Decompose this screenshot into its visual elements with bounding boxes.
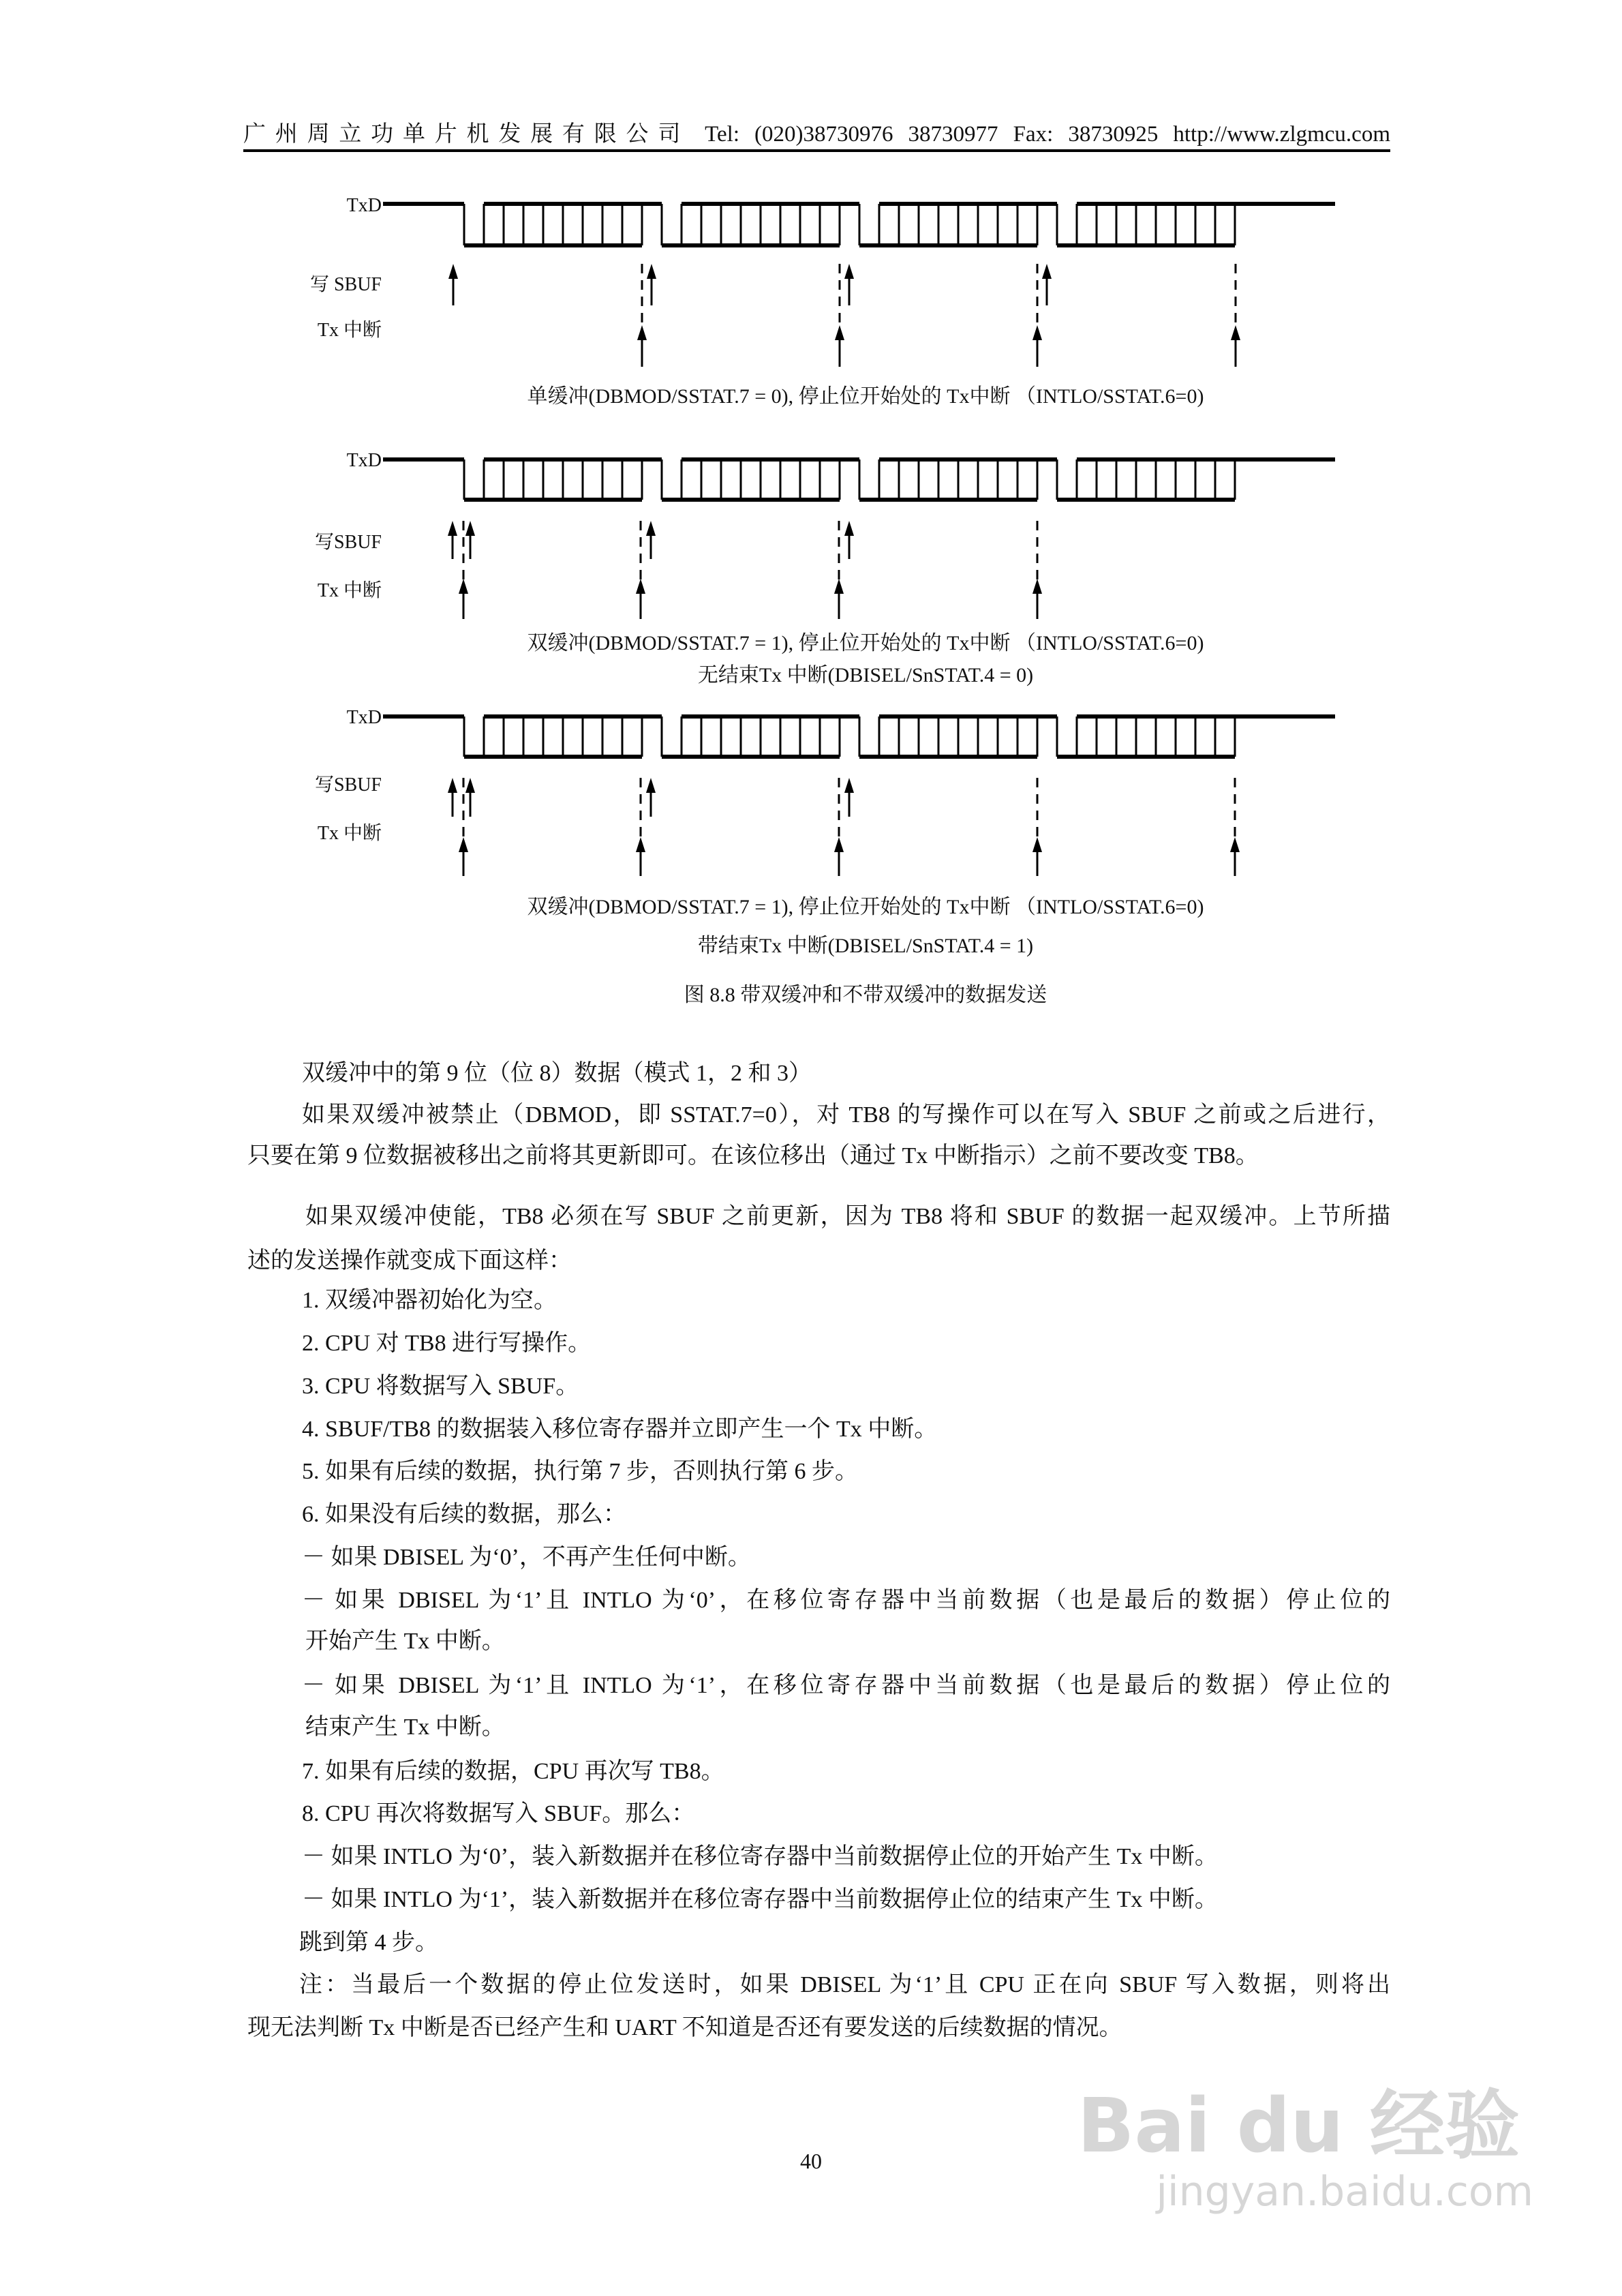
body-line: 2. CPU 对 TB8 进行写操作。	[302, 1331, 592, 1356]
body-line: 如果双缓冲被禁止（DBMOD，即 SSTAT.7=0），对 TB8 的写操作可以在写入 SBUF 之前或之后进行，	[302, 1102, 1390, 1128]
write-sbuf-arrow-head	[646, 778, 656, 793]
diagram-label-sbuf: 写SBUF	[314, 774, 382, 796]
body-line: － 如果 DBISEL 为‘1’且 INTLO 为‘1’，在移位寄存器中当前数据（也是最后的数据）停止位的	[302, 1673, 1390, 1698]
body-line: 结束产生 Tx 中断。	[305, 1715, 505, 1740]
tx-interrupt-arrow-head	[1230, 837, 1240, 852]
diagram-label-irq: Tx 中断	[317, 580, 382, 601]
body-line: － 如果 DBISEL 为‘0’，不再产生任何中断。	[302, 1545, 751, 1570]
tx-interrupt-arrow-head	[1032, 837, 1042, 852]
body-line: 现无法判断 Tx 中断是否已经产生和 UART 不知道是否还有要发送的后续数据的情况。	[247, 2015, 1122, 2040]
write-sbuf-arrow-head	[465, 521, 475, 536]
write-sbuf-arrow-head	[448, 264, 458, 279]
diagram-label-sbuf: 写SBUF	[314, 532, 382, 553]
diagram-caption: 单缓冲(DBMOD/SSTAT.7 = 0), 停止位开始处的 Tx中断 （INTLO/SSTAT.6=0)	[527, 385, 1204, 408]
body-line: 如果双缓冲使能，TB8 必须在写 SBUF 之前更新，因为 TB8 将和 SBUF 的数据一起双缓冲。上节所描	[305, 1204, 1390, 1229]
tx-interrupt-arrow-head	[637, 325, 647, 340]
body-line: － 如果 DBISEL 为‘1’且 INTLO 为‘0’，在移位寄存器中当前数据（也是最后的数据）停止位的	[302, 1588, 1390, 1613]
diagram-caption: 无结束Tx 中断(DBISEL/SnSTAT.4 = 0)	[697, 664, 1034, 686]
page-header: 广州周立功单片机发展有限公司 Tel: (020)38730976 38730977 Fax: 38730925 http://www.zlgmcu.com	[243, 122, 1390, 147]
diagram-caption: 双缓冲(DBMOD/SSTAT.7 = 1), 停止位开始处的 Tx中断 （INTLO/SSTAT.6=0)	[527, 632, 1204, 654]
write-sbuf-arrow-head	[647, 264, 656, 279]
write-sbuf-arrow-head	[844, 264, 854, 279]
write-sbuf-arrow-head	[448, 778, 457, 793]
diagram-caption: 双缓冲(DBMOD/SSTAT.7 = 1), 停止位开始处的 Tx中断 （INTLO/SSTAT.6=0)	[527, 896, 1204, 918]
write-sbuf-arrow-head	[646, 521, 656, 536]
figure-caption: 图 8.8 带双缓冲和不带双缓冲的数据发送	[684, 984, 1047, 1006]
diagram-caption: 带结束Tx 中断(DBISEL/SnSTAT.4 = 1)	[697, 935, 1034, 957]
page-number: 40	[800, 2149, 822, 2173]
write-sbuf-arrow-head	[844, 521, 854, 536]
write-sbuf-arrow-head	[844, 778, 854, 793]
body-line: 6. 如果没有后续的数据，那么：	[302, 1502, 626, 1527]
write-sbuf-arrow-head	[1042, 264, 1052, 279]
diagram-label-txd: TxD	[346, 195, 382, 216]
tx-interrupt-arrow-head	[834, 837, 844, 852]
tx-interrupt-arrow-head	[1032, 579, 1042, 594]
timing-diagrams	[0, 0, 1622, 1023]
tx-interrupt-arrow-head	[1032, 325, 1042, 340]
diagram-label-sbuf: 写 SBUF	[309, 274, 382, 295]
tx-interrupt-arrow-head	[459, 837, 468, 852]
body-line: 开始产生 Tx 中断。	[305, 1629, 505, 1654]
body-line: 8. CPU 再次将数据写入 SBUF。那么：	[302, 1801, 695, 1826]
tx-interrupt-arrow-head	[1231, 325, 1240, 340]
body-line: 7. 如果有后续的数据，CPU 再次写 TB8。	[302, 1759, 724, 1784]
body-line: － 如果 INTLO 为‘0’，装入新数据并在移位寄存器中当前数据停止位的开始产生 Tx 中断。	[302, 1844, 1218, 1869]
write-sbuf-arrow-head	[465, 778, 475, 793]
tx-interrupt-arrow-head	[834, 579, 844, 594]
body-line: － 如果 INTLO 为‘1’，装入新数据并在移位寄存器中当前数据停止位的结束产生 Tx 中断。	[302, 1887, 1218, 1912]
diagram-label-txd: TxD	[346, 707, 382, 728]
body-line: 述的发送操作就变成下面这样：	[247, 1248, 572, 1273]
tx-interrupt-arrow-head	[636, 837, 645, 852]
tx-interrupt-arrow-head	[835, 325, 844, 340]
diagram-label-irq: Tx 中断	[317, 823, 382, 844]
baidu-watermark-url: jingyan.baidu.com	[1156, 2168, 1533, 2216]
section-heading: 双缓冲中的第 9 位（位 8）数据（模式 1，2 和 3）	[302, 1061, 812, 1086]
body-line: 只要在第 9 位数据被移出之前将其更新即可。在该位移出（通过 Tx 中断指示）之前不要改变 TB8。	[247, 1143, 1259, 1168]
tx-interrupt-arrow-head	[636, 579, 645, 594]
body-line: 注：当最后一个数据的停止位发送时，如果 DBISEL 为‘1’且 CPU 正在向 SBUF 写入数据，则将出	[299, 1972, 1390, 1997]
body-line: 跳到第 4 步。	[299, 1930, 438, 1955]
body-line: 4. SBUF/TB8 的数据装入移位寄存器并立即产生一个 Tx 中断。	[302, 1417, 938, 1442]
body-line: 1. 双缓冲器初始化为空。	[302, 1288, 557, 1313]
body-line: 3. CPU 将数据写入 SBUF。	[302, 1374, 579, 1399]
body-line: 5. 如果有后续的数据，执行第 7 步，否则执行第 6 步。	[302, 1459, 858, 1484]
diagram-label-irq: Tx 中断	[317, 320, 382, 341]
tx-interrupt-arrow-head	[459, 579, 468, 594]
diagram-label-txd: TxD	[346, 450, 382, 471]
baidu-watermark-logo: Bai du 经验	[1077, 2082, 1520, 2169]
write-sbuf-arrow-head	[448, 521, 457, 536]
